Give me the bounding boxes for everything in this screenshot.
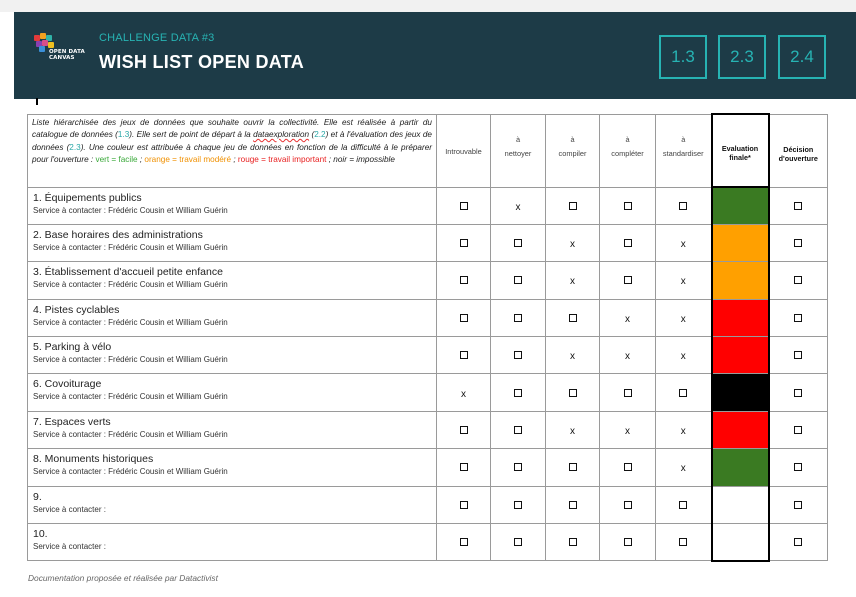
col-header-introuvable: Introuvable xyxy=(437,114,491,187)
cell-standardiser xyxy=(656,374,712,411)
dataset-cell xyxy=(28,486,437,523)
cell-introuvable xyxy=(437,449,491,486)
cell-decision xyxy=(769,299,828,336)
cell-completer xyxy=(600,411,656,448)
dataset-name: 8. Monuments historiques xyxy=(33,453,154,466)
evaluation-color-cell xyxy=(712,374,769,411)
dataset-cell xyxy=(28,411,437,448)
decision-checkbox[interactable] xyxy=(794,202,802,210)
cross-mark[interactable]: x xyxy=(625,351,630,363)
open-data-canvas-logo xyxy=(32,31,84,81)
cell-decision xyxy=(769,187,828,224)
cell-standardiser xyxy=(656,411,712,448)
dataset-cell xyxy=(28,187,437,224)
dataset-cell xyxy=(28,299,437,336)
dataset-name: 6. Covoiturage xyxy=(33,378,102,391)
checkbox[interactable] xyxy=(624,276,632,284)
dataset-name: 3. Établissement d'accueil petite enfance xyxy=(33,266,223,279)
checkbox[interactable] xyxy=(679,501,687,509)
evaluation-color-cell xyxy=(712,262,769,299)
cell-introuvable xyxy=(437,411,491,448)
cell-completer xyxy=(600,224,656,261)
cell-standardiser xyxy=(656,224,712,261)
cell-compiler xyxy=(546,449,600,486)
intro-description: Liste hiérarchisée des jeux de données que souhaite ouvrir la collectivité. Elle est réalisée à partir du catalogue de données (1.3). Elle sert de point de départ à la dataexploration (2.2) et à l'évaluation des jeux de données (2.3). Une couleur est attribuée à chaque jeu de données en fonction de la difficulté à le préparer pour l'ouverture : vert = facile ; orange = travail modéré ; rouge = travail important ; noir = impossible xyxy=(28,114,437,187)
checkbox[interactable] xyxy=(460,351,468,359)
cell-nettoyer xyxy=(491,337,546,374)
dataset-contact: Service à contacter : Frédéric Cousin et William Guérin xyxy=(33,280,228,290)
cell-nettoyer xyxy=(491,374,546,411)
decision-checkbox[interactable] xyxy=(794,239,802,247)
dataset-contact: Service à contacter : Frédéric Cousin et William Guérin xyxy=(33,242,228,252)
checkbox[interactable] xyxy=(514,239,522,247)
table-row xyxy=(28,262,828,299)
cross-mark[interactable]: x xyxy=(680,426,686,438)
cell-decision xyxy=(769,262,828,299)
table-row xyxy=(28,449,828,486)
cross-mark[interactable]: x xyxy=(680,276,686,288)
table-row xyxy=(28,224,828,261)
cell-compiler xyxy=(546,374,600,411)
cell-nettoyer xyxy=(491,299,546,336)
cell-nettoyer xyxy=(491,187,546,224)
decision-checkbox[interactable] xyxy=(794,276,802,284)
cell-compiler xyxy=(546,524,600,561)
checkbox[interactable] xyxy=(569,314,577,322)
evaluation-color-cell xyxy=(712,337,769,374)
evaluation-color-cell xyxy=(712,187,769,224)
table-row xyxy=(28,486,828,523)
checkbox[interactable] xyxy=(460,314,468,322)
table-row xyxy=(28,374,828,411)
logo-text: OPEN DATA CANVAS xyxy=(49,49,85,62)
top-bar xyxy=(0,0,856,12)
col-header-evaluation-finale: Evaluation finale* xyxy=(712,114,769,187)
cell-standardiser xyxy=(656,524,712,561)
checkbox[interactable] xyxy=(460,202,468,210)
checkbox[interactable] xyxy=(679,202,687,210)
checkbox[interactable] xyxy=(460,276,468,284)
checkbox[interactable] xyxy=(514,389,522,397)
cell-compiler xyxy=(546,337,600,374)
checkbox[interactable] xyxy=(569,463,577,471)
cross-mark[interactable]: x xyxy=(625,313,630,325)
dataset-cell xyxy=(28,449,437,486)
cell-nettoyer xyxy=(491,524,546,561)
checkbox[interactable] xyxy=(569,538,577,546)
cell-completer xyxy=(600,524,656,561)
cell-decision xyxy=(769,524,828,561)
evaluation-color-cell xyxy=(712,449,769,486)
cell-introuvable xyxy=(437,524,491,561)
dataset-cell xyxy=(28,374,437,411)
dataset-contact: Service à contacter : Frédéric Cousin et William Guérin xyxy=(33,317,228,327)
checkbox[interactable] xyxy=(624,501,632,509)
cross-mark[interactable]: x xyxy=(515,201,521,213)
evaluation-color-cell xyxy=(712,299,769,336)
cell-compiler xyxy=(546,411,600,448)
cell-compiler xyxy=(546,486,600,523)
reference-badge-2-4: 2.4 xyxy=(778,35,826,79)
cell-compiler xyxy=(546,187,600,224)
table-row xyxy=(28,187,828,224)
reference-badge-1-3: 1.3 xyxy=(659,35,707,79)
col-header-completer: à compléter xyxy=(600,114,656,187)
dataset-cell xyxy=(28,524,437,561)
dataset-contact: Service à contacter : Frédéric Cousin et William Guérin xyxy=(33,429,228,439)
checkbox[interactable] xyxy=(624,538,632,546)
decision-checkbox[interactable] xyxy=(794,463,802,471)
cell-compiler xyxy=(546,224,600,261)
cell-standardiser xyxy=(656,337,712,374)
checkbox[interactable] xyxy=(460,501,468,509)
dataset-contact: Service à contacter : xyxy=(33,542,106,552)
decision-checkbox[interactable] xyxy=(794,426,802,434)
checkbox[interactable] xyxy=(569,389,577,397)
dataset-cell xyxy=(28,262,437,299)
cell-completer xyxy=(600,262,656,299)
checkbox[interactable] xyxy=(679,538,687,546)
cross-mark[interactable]: x xyxy=(570,239,575,251)
cross-mark[interactable]: x xyxy=(680,239,686,251)
cell-nettoyer xyxy=(491,486,546,523)
table-row xyxy=(28,411,828,448)
dataset-contact: Service à contacter : Frédéric Cousin et William Guérin xyxy=(33,467,228,477)
dataset-contact: Service à contacter : Frédéric Cousin et William Guérin xyxy=(33,205,228,215)
cell-introuvable xyxy=(437,374,491,411)
dataset-name: 10. xyxy=(33,528,48,541)
cell-introuvable xyxy=(437,224,491,261)
dataset-contact: Service à contacter : xyxy=(33,504,106,514)
table-row xyxy=(28,524,828,561)
cell-completer xyxy=(600,337,656,374)
cell-standardiser xyxy=(656,262,712,299)
table-row xyxy=(28,337,828,374)
cross-mark[interactable]: x xyxy=(680,463,686,475)
footer-credit: Documentation proposée et réalisée par Datactivist xyxy=(28,573,218,583)
dataset-contact: Service à contacter : Frédéric Cousin et William Guérin xyxy=(33,355,228,365)
cell-decision xyxy=(769,374,828,411)
text-cursor xyxy=(36,98,38,105)
dataset-cell xyxy=(28,337,437,374)
cell-decision xyxy=(769,224,828,261)
checkbox[interactable] xyxy=(569,202,577,210)
decision-checkbox[interactable] xyxy=(794,389,802,397)
checkbox[interactable] xyxy=(460,538,468,546)
dataset-name: 2. Base horaires des administrations xyxy=(33,228,203,241)
wish-list-table xyxy=(27,113,828,562)
checkbox[interactable] xyxy=(514,314,522,322)
challenge-subtitle: CHALLENGE DATA #3 xyxy=(99,32,215,44)
checkbox[interactable] xyxy=(514,538,522,546)
cell-introuvable xyxy=(437,299,491,336)
table-row xyxy=(28,299,828,336)
cell-completer xyxy=(600,299,656,336)
col-header-nettoyer: à nettoyer xyxy=(491,114,546,187)
evaluation-color-cell xyxy=(712,224,769,261)
checkbox[interactable] xyxy=(460,463,468,471)
dataset-name: 5. Parking à vélo xyxy=(33,341,112,354)
page-header xyxy=(14,12,856,99)
col-header-standardiser: à standardiser xyxy=(656,114,712,187)
decision-checkbox[interactable] xyxy=(794,538,802,546)
checkbox[interactable] xyxy=(514,463,522,471)
checkbox[interactable] xyxy=(460,239,468,247)
cell-standardiser xyxy=(656,486,712,523)
checkbox[interactable] xyxy=(514,351,522,359)
cell-compiler xyxy=(546,299,600,336)
cell-decision xyxy=(769,486,828,523)
cell-standardiser xyxy=(656,299,712,336)
checkbox[interactable] xyxy=(569,501,577,509)
checkbox[interactable] xyxy=(460,426,468,434)
checkbox[interactable] xyxy=(624,202,632,210)
cell-completer xyxy=(600,486,656,523)
cell-introuvable xyxy=(437,187,491,224)
dataset-name: 9. xyxy=(33,490,42,503)
reference-badge-2-3: 2.3 xyxy=(718,35,766,79)
cross-mark[interactable]: x xyxy=(570,426,575,438)
cross-mark[interactable]: x xyxy=(570,351,575,363)
decision-checkbox[interactable] xyxy=(794,351,802,359)
cross-mark[interactable]: x xyxy=(570,276,575,288)
cell-completer xyxy=(600,374,656,411)
checkbox[interactable] xyxy=(514,501,522,509)
dataset-name: 7. Espaces verts xyxy=(33,415,111,428)
page-title: WISH LIST OPEN DATA xyxy=(99,52,305,72)
cell-completer xyxy=(600,187,656,224)
cell-introuvable xyxy=(437,486,491,523)
cross-mark[interactable]: x xyxy=(625,426,630,438)
col-header-decision-ouverture: Décision d'ouverture xyxy=(769,114,828,187)
cell-decision xyxy=(769,337,828,374)
dataset-contact: Service à contacter : Frédéric Cousin et William Guérin xyxy=(33,392,228,402)
cell-decision xyxy=(769,449,828,486)
cell-decision xyxy=(769,411,828,448)
evaluation-color-cell xyxy=(712,411,769,448)
decision-checkbox[interactable] xyxy=(794,314,802,322)
decision-checkbox[interactable] xyxy=(794,501,802,509)
checkbox[interactable] xyxy=(514,276,522,284)
cross-mark[interactable]: x xyxy=(461,388,466,400)
cell-introuvable xyxy=(437,262,491,299)
checkbox[interactable] xyxy=(624,239,632,247)
evaluation-color-cell xyxy=(712,524,769,561)
checkbox[interactable] xyxy=(624,389,632,397)
cell-standardiser xyxy=(656,449,712,486)
checkbox[interactable] xyxy=(514,426,522,434)
cell-completer xyxy=(600,449,656,486)
cell-nettoyer xyxy=(491,262,546,299)
dataset-cell xyxy=(28,224,437,261)
cell-nettoyer xyxy=(491,411,546,448)
checkbox[interactable] xyxy=(679,389,687,397)
checkbox[interactable] xyxy=(624,463,632,471)
cell-introuvable xyxy=(437,337,491,374)
cross-mark[interactable]: x xyxy=(680,313,686,325)
dataset-name: 1. Équipements publics xyxy=(33,191,142,204)
evaluation-color-cell xyxy=(712,486,769,523)
col-header-compiler: à compiler xyxy=(546,114,600,187)
cross-mark[interactable]: x xyxy=(680,351,686,363)
cell-standardiser xyxy=(656,187,712,224)
cell-compiler xyxy=(546,262,600,299)
dataset-name: 4. Pistes cyclables xyxy=(33,303,120,316)
cell-nettoyer xyxy=(491,224,546,261)
cell-nettoyer xyxy=(491,449,546,486)
